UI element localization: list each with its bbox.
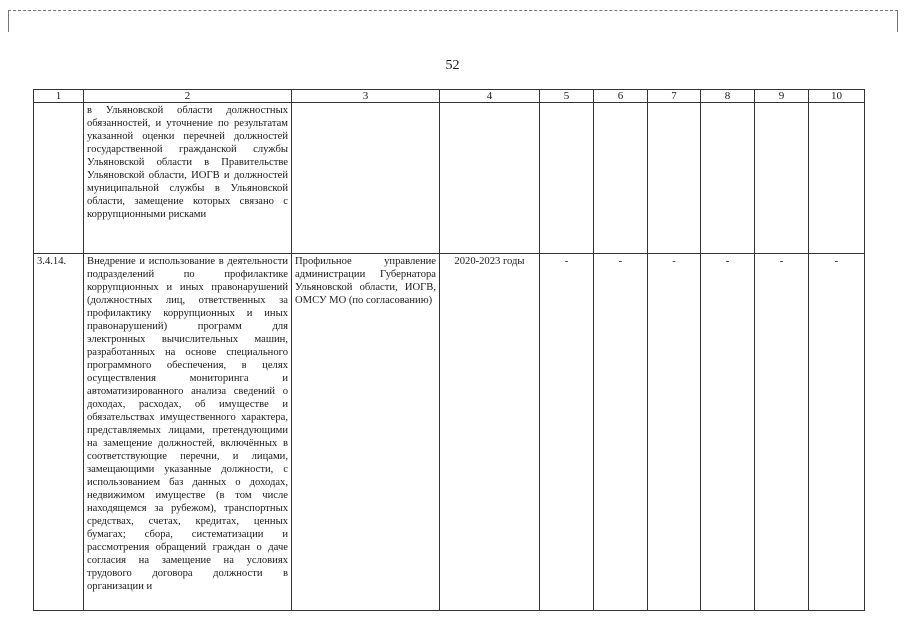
measures-table — [33, 89, 865, 611]
column-header: 5 — [540, 90, 594, 103]
measure-text: Внедрение и использование в деятельности подразделений по профилактике коррупционных и иных правонарушений (должностных лиц, ответственных за профилактику коррупционных и иных правонарушений) программ для электронных вычислительных машин, разработанных на основе специального программного обеспечения, в целях осуществления мониторинга и автоматизированного анализа сведений о доходах, расходах, об имуществе и обязательствах имущественного характера, представляемых лицами, претендующими на замещение должностей, включённых в соответствующие перечни, и лицами, замещающими указанные должности, с использованием баз данных о доходах, недвижимом имуществе (в том числе находящемся за рубежом), транспортных средствах, счетах, кредитах, ценных бумагах; сбора, систематизации и рассмотрения обращений граждан о даче согласия на замещение на условиях трудового договора должности в организации и — [87, 256, 288, 592]
value-cell — [648, 103, 701, 254]
period-text: 2020-2023 годы — [454, 256, 525, 267]
value-text — [755, 103, 808, 104]
scan-edge-left — [8, 10, 9, 32]
column-header: 4 — [440, 90, 540, 103]
column-header: 1 — [34, 90, 84, 103]
column-header: 6 — [594, 90, 648, 103]
value-text: - — [564, 256, 569, 267]
value-text: - — [672, 256, 676, 267]
responsible-text — [292, 103, 439, 104]
value-cell — [701, 103, 755, 254]
value-cell — [809, 254, 865, 611]
column-header: 10 — [809, 90, 865, 103]
item-number-cell — [34, 254, 84, 611]
item-number-cell — [34, 103, 84, 254]
column-header: 7 — [648, 90, 701, 103]
scan-edge-top — [8, 10, 898, 11]
responsible-text: Профильное управление администрации Губернатора Ульяновской области, ИОГВ, ОМСУ МО (по согласованию) — [295, 256, 436, 306]
value-text — [540, 103, 593, 104]
value-cell — [594, 254, 648, 611]
table-row — [34, 103, 865, 254]
value-cell — [755, 103, 809, 254]
value-text — [809, 103, 864, 104]
header-row — [34, 90, 865, 103]
table-row — [34, 254, 865, 611]
period-cell — [440, 103, 540, 254]
value-text — [648, 103, 700, 104]
value-text: - — [618, 256, 623, 267]
responsible-cell — [292, 103, 440, 254]
value-text — [701, 103, 754, 104]
measure-text: в Ульяновской области должностных обязанностей, и уточнение по результатам указанной оценки перечней должностей государственной гражданской службы Ульяновской области в Правительстве Ульяновской области, ИОГВ и должностей муниципальной службы в Ульяновской области, замещение которых связано с коррупционными рисками — [87, 105, 288, 220]
measure-cell — [84, 103, 292, 254]
value-text — [594, 103, 647, 104]
value-cell — [540, 103, 594, 254]
period-cell — [440, 254, 540, 611]
item-number — [34, 103, 83, 104]
value-cell — [701, 254, 755, 611]
page-number: 52 — [445, 58, 460, 73]
item-number: 3.4.14. — [37, 256, 67, 267]
scan-edge-right — [897, 10, 898, 32]
responsible-cell — [292, 254, 440, 611]
value-text: - — [779, 256, 784, 267]
value-text: - — [725, 256, 730, 267]
column-header: 8 — [701, 90, 755, 103]
column-header: 9 — [755, 90, 809, 103]
measure-cell — [84, 254, 292, 611]
value-cell — [648, 254, 701, 611]
value-cell — [755, 254, 809, 611]
value-cell — [594, 103, 648, 254]
column-header: 3 — [292, 90, 440, 103]
value-cell — [809, 103, 865, 254]
value-cell — [540, 254, 594, 611]
period-text — [440, 103, 539, 104]
column-header: 2 — [84, 90, 292, 103]
value-text: - — [834, 256, 839, 267]
